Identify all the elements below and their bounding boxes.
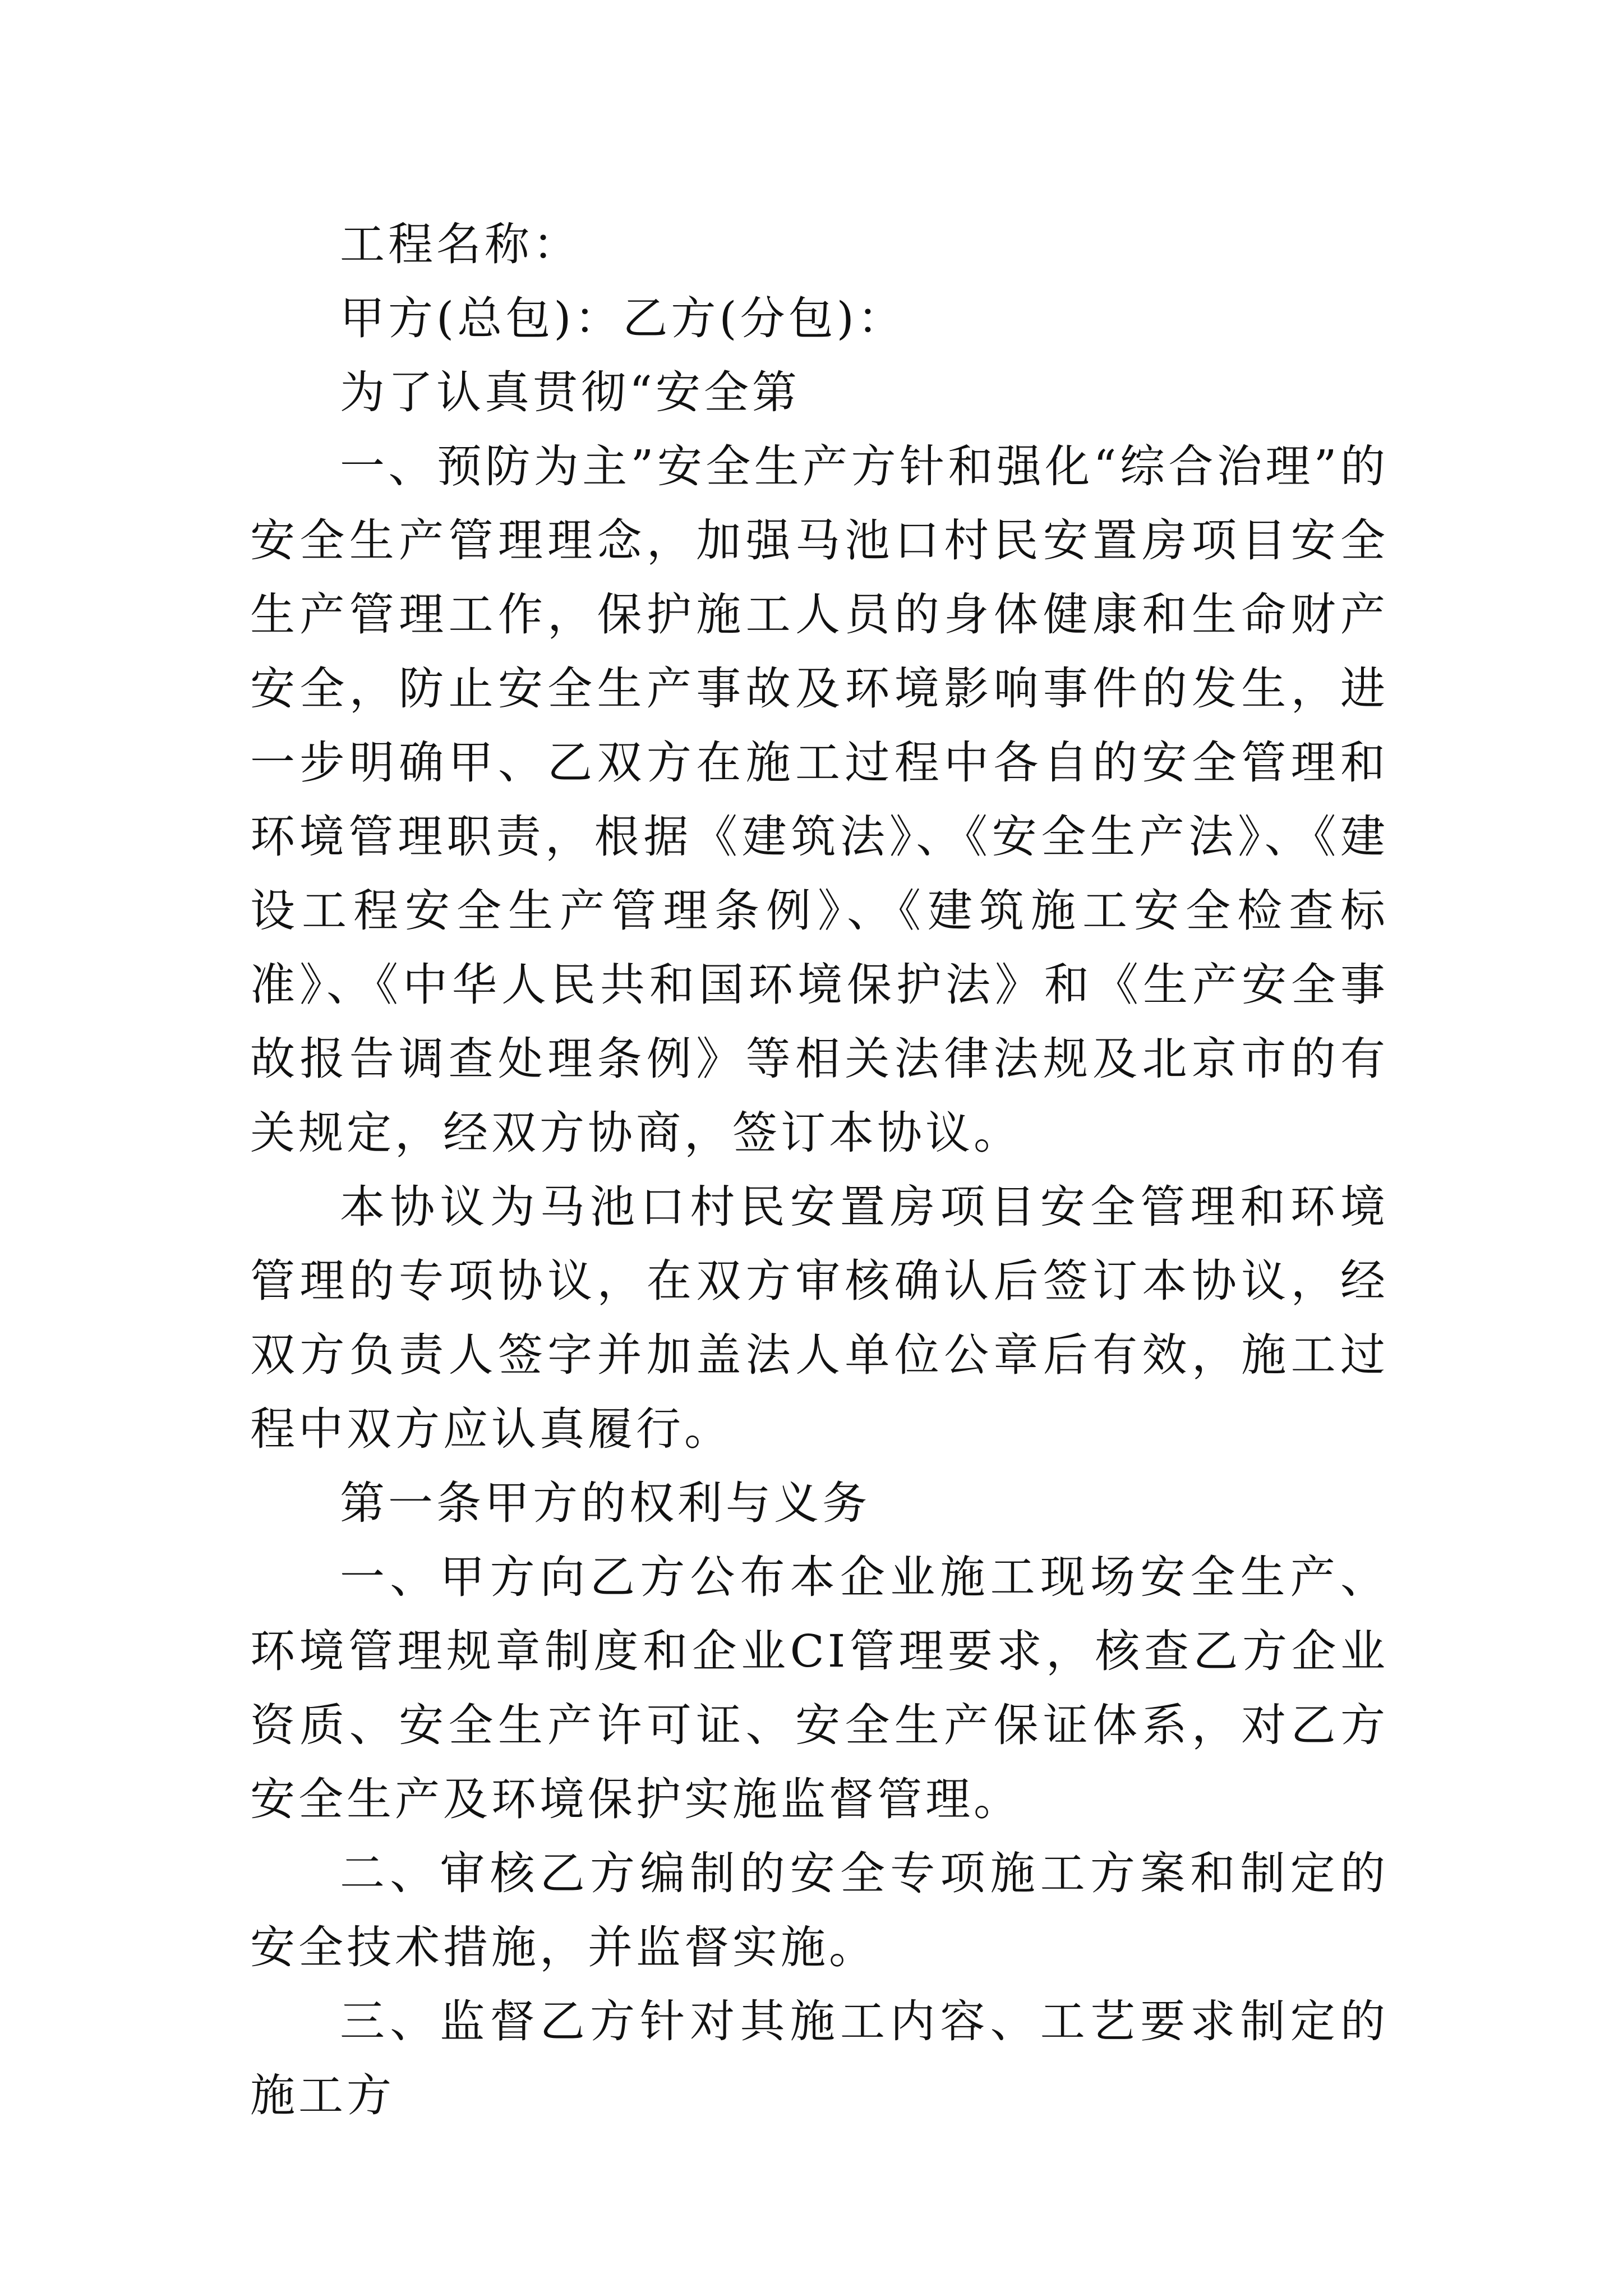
- paragraph-purpose: 一、预防为主”安全生产方针和强化“综合治理”的安全生产管理理念，加强马池口村民安置房项目安全生产管理工作，保护施工人员的身体健康和生命财产安全，防止安全生产事故及环境影响事件的发生，进一步明确甲、乙双方在施工过程中各自的安全管理和环境管理职责，根据《建筑法》、《安全生产法》、《建设工程安全生产管理条例》、《建筑施工安全检查标准》、《中华人民共和国环境保护法》和《生产安全事故报告调查处理条例》等相关法律法规及北京市的有关规定，经双方协商，签订本协议。: [250, 440, 1389, 1159]
- project-name-line: 工程名称：: [340, 218, 581, 270]
- parties-line: 甲方(总包)：乙方(分包)：: [340, 292, 906, 344]
- paragraph-agreement-scope: 本协议为马池口村民安置房项目安全管理和环境管理的专项协议，在双方审核确认后签订本协议，经双方负责人签字并加盖法人单位公章后有效，施工过程中双方应认真履行。: [250, 1181, 1389, 1455]
- document-body: [250, 208, 1389, 2133]
- article-heading: 第一条甲方的权利与义务: [340, 1477, 870, 1529]
- clause-3: 三、监督乙方针对其施工内容、工艺要求制定的施工方: [250, 1995, 1389, 2122]
- intro-line: 为了认真贯彻“安全第: [340, 366, 800, 418]
- clause-2: 二、审核乙方编制的安全专项施工方案和制定的安全技术措施，并监督实施。: [250, 1847, 1389, 1973]
- clause-1: 一、甲方向乙方公布本企业施工现场安全生产、环境管理规章制度和企业CI管理要求，核查乙方企业资质、安全生产许可证、安全生产保证体系，对乙方安全生产及环境保护实施监督管理。: [250, 1551, 1389, 1825]
